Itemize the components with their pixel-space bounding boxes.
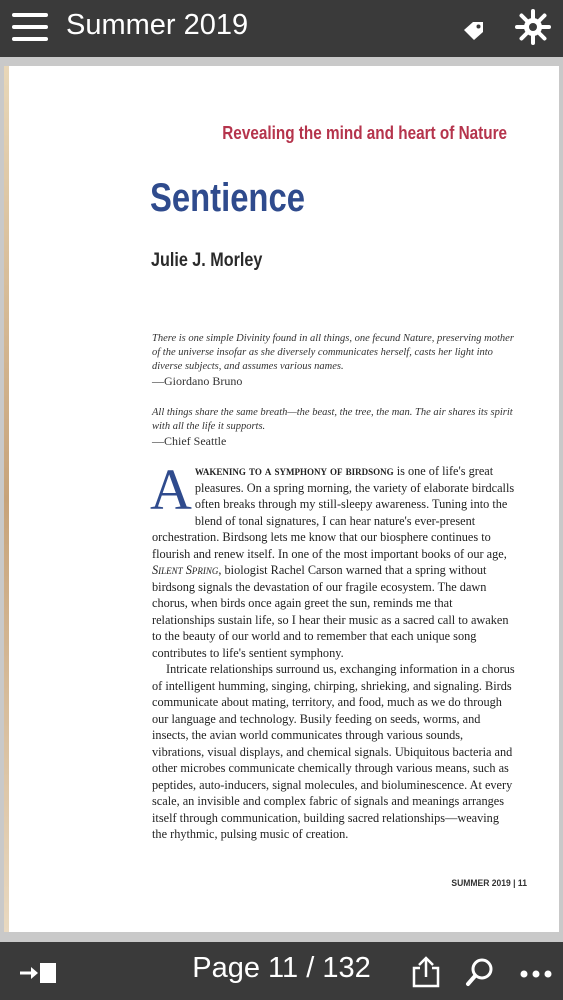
epigraph-2 (152, 406, 522, 448)
article-title: Sentience (150, 176, 305, 220)
paragraph-1-text: is one of life's great pleasures. On a spring morning, the variety of elaborate birdcalls often breaks through my still-sleepy awareness. Tuning into the blend of tonal signatures, I can hear nature's ever-present orchestration. Birdsong lets me know that our biosphere continues to flourish and renew itself. In one of the most important books of our age, (152, 464, 515, 561)
publication-title: Summer 2019 (66, 9, 249, 41)
share-icon[interactable] (411, 956, 441, 988)
page-edge (4, 66, 9, 932)
page-folio: SUMMER 2019 | 11 (451, 878, 527, 889)
page-indicator: Page 11 / 132 (192, 952, 371, 984)
epigraph-1-text: There is one simple Divinity found in all things, one fecund Nature, preserving mother of the universe insofar as she diversely communicates herself, casts her light into diverse subjects, and assumes various names. (152, 333, 514, 372)
book-title: Silent Spring (152, 563, 219, 577)
hamburger-menu-icon[interactable] (12, 13, 48, 43)
paragraph-2: Intricate relationships surround us, exchanging information in a chorus of intelligent humming, singing, chirping, shrieking, and signaling. Birds communicate about mating, territory, and food, much as we do through our language and technology. Busily feeding on seeds, worms, and insects, the avian world communicates through various sounds, vibrations, visual displays, and chemical signals. Ubiquitous bacteria and other microbes communicate chemically through various means, such as peptides, auto-inducers, signal molecules, and bioluminescence. At every scale, an invisible and complex fabric of signals and meanings arranges itself through communication, building sacred relationships—weaving the rhythmic, pulsing music of creation. (152, 662, 515, 841)
article-author: Julie J. Morley (151, 250, 263, 271)
epigraph-1 (152, 332, 522, 388)
gear-icon[interactable] (514, 8, 552, 46)
bottom-bar (0, 942, 563, 1000)
search-icon[interactable] (465, 957, 495, 987)
article-kicker: Revealing the mind and heart of Nature (222, 123, 507, 143)
drop-cap: A (150, 457, 192, 522)
article-body (150, 457, 516, 855)
top-bar (0, 0, 563, 57)
epigraph-2-author: —Chief Seattle (152, 434, 227, 448)
tag-icon[interactable] (462, 20, 488, 42)
magazine-page[interactable] (4, 66, 559, 932)
epigraph-2-text: All things share the same breath—the beast, the tree, the man. The air shares its spirit with all the life it supports. (152, 407, 513, 432)
more-icon[interactable] (520, 970, 552, 978)
paragraph-1-end: , biologist Rachel Carson warned that a spring without birdsong signals the devastation of our fragile ecosystem. The dawn chorus, when birds once again greet the sun, reminds me that relationships sustain life, so I hear their music as a sacred call to awaken to the beauty of our world and to remember that each unique song contributes to life's sentient symphony. (152, 563, 509, 660)
lead-in: wakening to a symphony of birdsong (194, 464, 394, 478)
epigraph-1-author: —Giordano Bruno (152, 374, 243, 388)
paragraph-1 (150, 457, 516, 661)
